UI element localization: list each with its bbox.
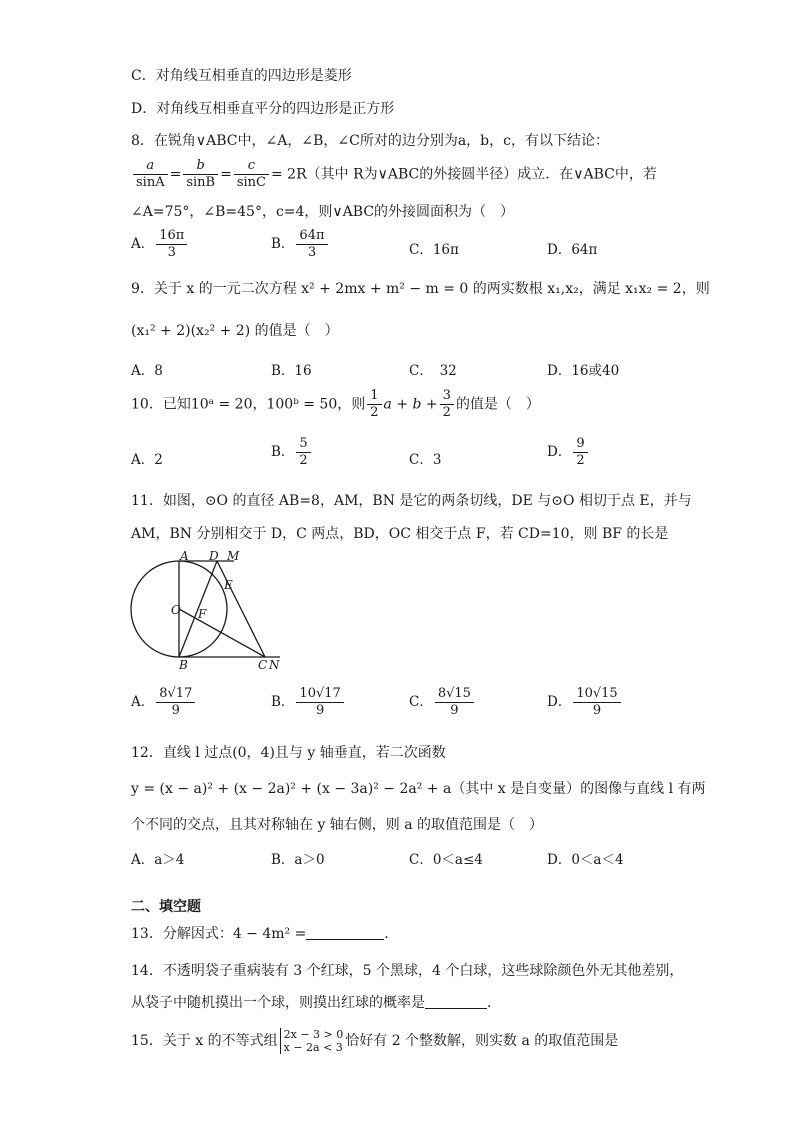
tangent-dc bbox=[217, 561, 265, 657]
q12-option-c: C．0＜a≤4 bbox=[409, 852, 483, 868]
label-e: E bbox=[224, 578, 233, 592]
label-c: C bbox=[258, 658, 268, 670]
q14-stem-line2: 从袋子中随机摸出一个球，则摸出红球的概率是 ． bbox=[131, 995, 501, 1011]
label-n: N bbox=[269, 658, 280, 670]
q15-stem: 15．关于 x 的不等式组 2x − 3 > 0 x − 2a < 3 恰好有 2 个整数解，则实数 a 的取值范围是 bbox=[131, 1028, 619, 1054]
q9-option-b: B．16 bbox=[271, 363, 312, 379]
inequality-system-brace: 2x − 3 > 0 x − 2a < 3 bbox=[280, 1028, 344, 1054]
q11-stem-line2: AM，BN 分别相交于 D，C 两点，BD，OC 相交于点 F，若 CD=10，则 BF 的长是 bbox=[131, 526, 669, 542]
q11-option-a: A． $\frac{8√17}{9}$ bbox=[131, 686, 197, 719]
q10-option-c: C．3 bbox=[409, 452, 442, 468]
q14-stem-line1: 14．不透明袋子重病装有 3 个红球，5 个黑球，4 个白球，这些球除颜色外无其他差别， bbox=[131, 963, 684, 979]
q8-stem-line2: $\frac{a}{\sin A}$ = $\frac{b}{\sin B}$ = $\frac{c}{\sin C}$ = 2R（其中 R为∨ABC的外接圆半径）成立．在∨ABC中，若 bbox=[131, 158, 657, 191]
q10-option-b: B． $\frac{5}{2}$ bbox=[271, 436, 313, 469]
label-f: F bbox=[198, 607, 207, 621]
q7-option-c: C．对角线互相垂直的四边形是菱形 bbox=[131, 68, 352, 84]
label-a: A bbox=[180, 549, 189, 563]
q11-option-d: D． $\frac{10√15}{9}$ bbox=[547, 686, 623, 719]
q12-option-b: B．a＞0 bbox=[271, 852, 325, 868]
q13-stem: 13．分解因式：4 − 4m² = ． bbox=[131, 926, 399, 942]
q14-answer-blank[interactable] bbox=[425, 994, 487, 1009]
q10-option-a: A．2 bbox=[131, 452, 163, 468]
q12-option-a: A．a＞4 bbox=[131, 852, 185, 868]
q12-stem-line1: 12．直线 l 过点(0，4)且与 y 轴垂直，若二次函数 bbox=[131, 745, 446, 761]
q11-option-c: C． $\frac{8√15}{9}$ bbox=[409, 686, 476, 719]
segment-oc bbox=[179, 609, 265, 657]
q9-option-d: D．16或40 bbox=[547, 363, 620, 379]
label-m: M bbox=[227, 549, 240, 563]
label-d: D bbox=[209, 549, 219, 563]
q10-option-d: D． $\frac{9}{2}$ bbox=[547, 436, 590, 469]
q7-option-d: D．对角线互相垂直平分的四边形是正方形 bbox=[131, 101, 395, 117]
q9-option-c: C． 32 bbox=[409, 363, 457, 379]
label-b: B bbox=[179, 658, 188, 670]
q8-option-a: A． $\frac{16\pi}{3}$ bbox=[131, 228, 189, 261]
q11-stem-line1: 11．如图，⊙O 的直径 AB=8，AM，BN 是它的两条切线，DE 与⊙O 相切于点 E，并与 bbox=[131, 493, 692, 509]
q8-option-c: C．16π bbox=[409, 242, 459, 258]
q9-option-a: A．8 bbox=[131, 363, 163, 379]
q11-geometry-figure bbox=[130, 548, 290, 670]
q8-option-d: D．64π bbox=[547, 242, 598, 258]
q12-stem-line3: 个不同的交点，且其对称轴在 y 轴右侧，则 a 的取值范围是（ ） bbox=[131, 817, 544, 833]
q8-stem-line3: ∠A=75°，∠B=45°，c=4，则∨ABC的外接圆面积为（ ） bbox=[131, 204, 515, 220]
q8-stem-line1: 8．在锐角∨ABC中，∠A，∠B，∠C所对的边分别为a，b，c，有以下结论： bbox=[131, 133, 609, 149]
q10-stem: 10．已知10ᵃ = 20，100ᵇ = 50，则 $\frac{1}{2}$ a + b + $\frac{3}{2}$ 的值是（ ） bbox=[131, 388, 540, 420]
fraction-c-sinc: $\frac{c}{\sin C}$ bbox=[234, 158, 269, 191]
fraction-a-sina: $\frac{a}{\sin A}$ bbox=[133, 158, 168, 191]
fraction-b-sinb: $\frac{b}{\sin B}$ bbox=[183, 158, 218, 191]
q12-stem-line2: y = (x − a)² + (x − 2a)² + (x − 3a)² − 2a² + a（其中 x 是自变量）的图像与直线 l 有两 bbox=[131, 781, 706, 797]
q9-stem-line1: 9．关于 x 的一元二次方程 x² + 2mx + m² − m = 0 的两实数根 x₁,x₂，满足 x₁x₂ = 2，则 bbox=[131, 281, 710, 297]
q13-answer-blank[interactable] bbox=[306, 925, 384, 940]
q11-option-b: B． $\frac{10√17}{9}$ bbox=[271, 686, 346, 719]
label-o: O bbox=[171, 603, 181, 617]
section-heading-fill-in: 二、填空题 bbox=[131, 899, 201, 915]
q9-stem-line2: (x₁² + 2)(x₂² + 2) 的值是（ ） bbox=[131, 323, 339, 339]
q12-option-d: D．0＜a＜4 bbox=[547, 852, 624, 868]
q8-option-b: B． $\frac{64\pi}{3}$ bbox=[271, 228, 330, 261]
